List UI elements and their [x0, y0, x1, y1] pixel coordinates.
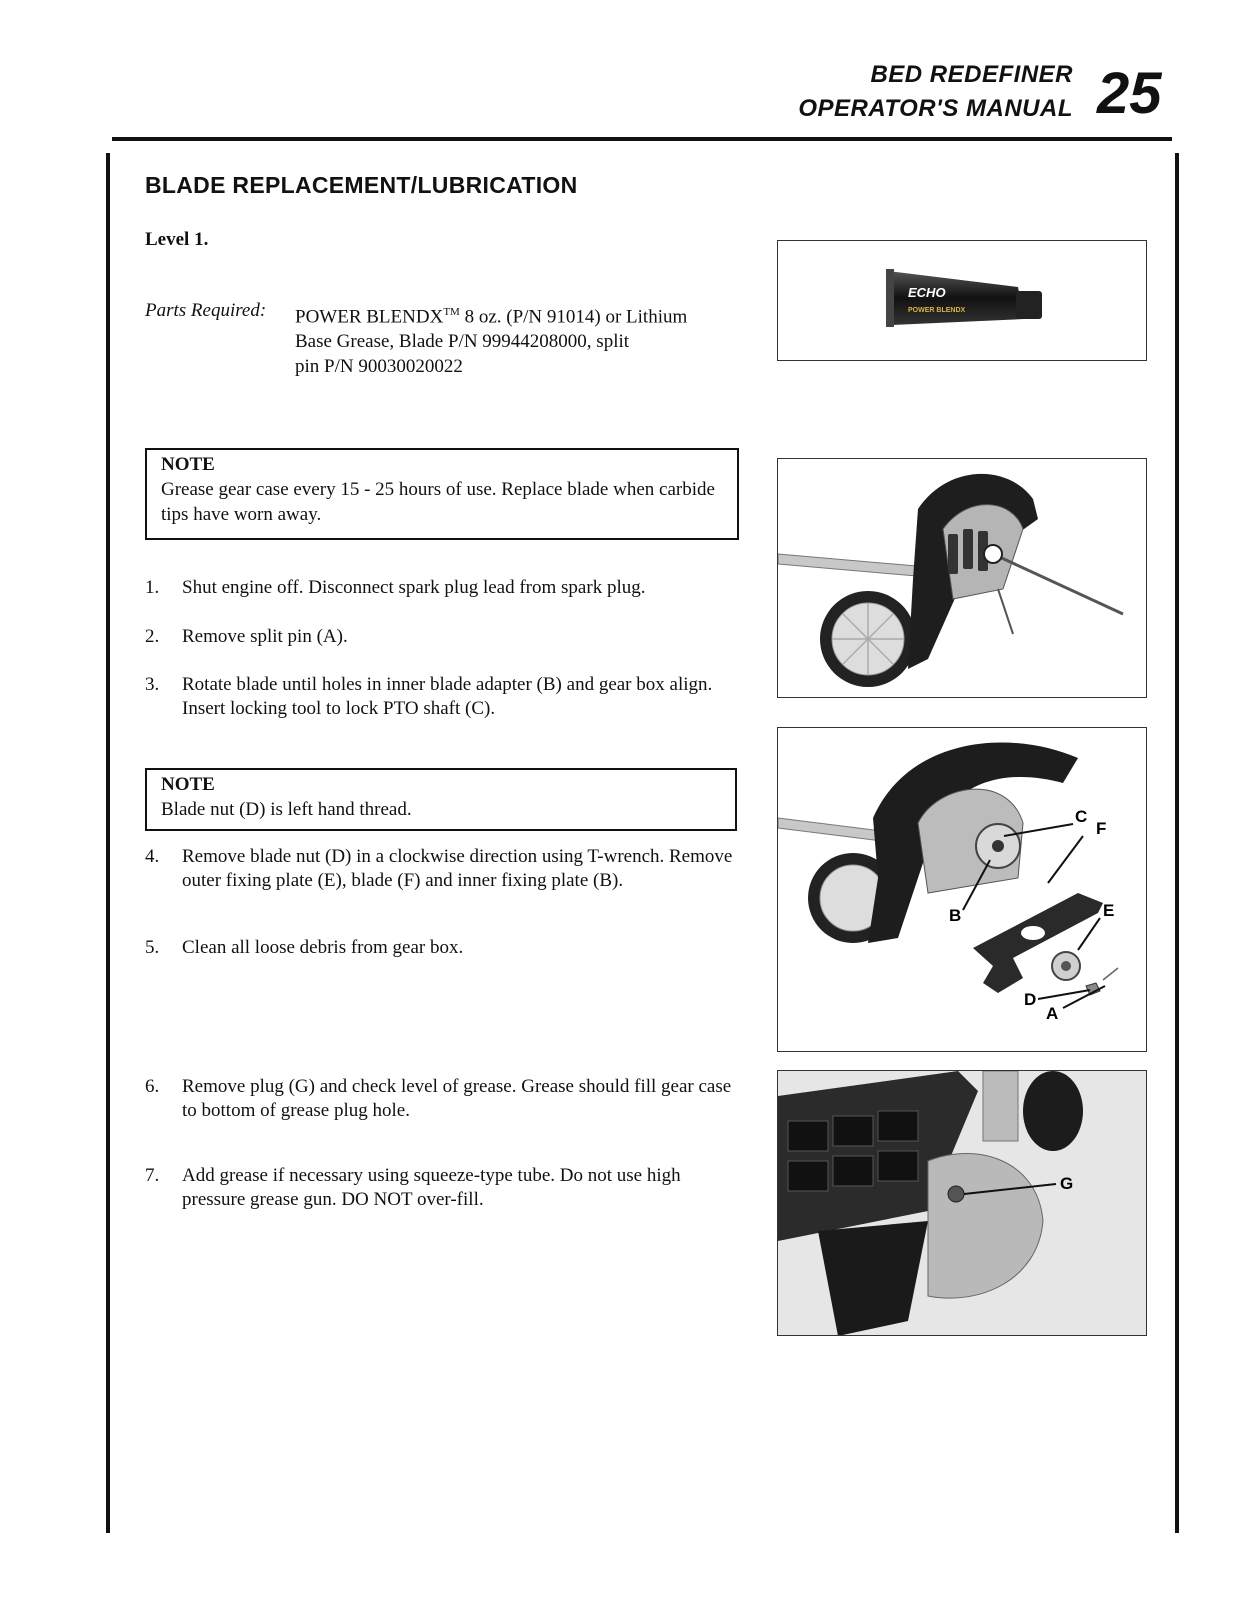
locking-tool-rod — [993, 554, 1123, 614]
level-label: Level 1. — [145, 229, 209, 250]
note-text: Grease gear case every 15 - 25 hours of use. Replace blade when carbide tips have worn away. — [161, 479, 715, 525]
step-4 — [145, 845, 745, 893]
page-number: 25 — [1097, 61, 1162, 126]
tube-cap — [1016, 291, 1042, 319]
grease-tube-illustration — [778, 241, 1147, 361]
figure-grease-plug — [777, 1070, 1147, 1336]
step-text: Add grease if necessary using squeeze-type tube. Do not use high pressure grease gun. DO NOT over-fill. — [182, 1165, 681, 1210]
note-heading: NOTE — [161, 774, 215, 795]
step-text: Shut engine off. Disconnect spark plug lead from spark plug. — [182, 577, 646, 598]
parts-required-label: Parts Required: — [145, 300, 267, 321]
parts-line2: Base Grease, Blade P/N 99944208000, split — [295, 331, 630, 353]
step-text: Remove split pin (A). — [182, 626, 348, 647]
shaft-tube — [983, 1071, 1018, 1141]
callout-d: D — [1024, 990, 1037, 1009]
figure-blade-assembly-exploded — [777, 727, 1147, 1052]
callout-g: G — [1060, 1174, 1074, 1193]
step-5 — [145, 936, 745, 960]
shaft — [778, 554, 928, 577]
callout-b: B — [949, 906, 962, 925]
section-title: BLADE REPLACEMENT/LUBRICATION — [145, 172, 578, 198]
note-text: Blade nut (D) is left hand thread. — [161, 799, 412, 820]
step-text: Clean all loose debris from gear box. — [182, 937, 464, 958]
header-product-title: BED REDEFINER — [870, 61, 1073, 88]
step-number: 1. — [145, 577, 160, 598]
pto-shaft — [992, 840, 1004, 852]
blade-hole — [1021, 926, 1045, 940]
tube-product-label: POWER BLENDX — [908, 307, 966, 314]
step-text: Remove blade nut (D) in a clockwise direction using T-wrench. Remove outer fixing plate (E), blade (F) and inner fixing plate (B). — [182, 846, 733, 891]
edger-photo-illustration — [778, 459, 1147, 698]
step-number: 4. — [145, 846, 160, 867]
grease-plug — [948, 1186, 964, 1202]
support-rod — [998, 589, 1013, 634]
callout-c: C — [1075, 807, 1088, 826]
step-text: Remove plug (G) and check level of grease. Grease should fill gear case to bottom of grease plug hole. — [182, 1076, 732, 1121]
right-margin-rule — [1175, 153, 1179, 1533]
blade-teeth — [948, 529, 988, 574]
note-box-grease — [145, 448, 739, 540]
step-2 — [145, 625, 745, 649]
step-3 — [145, 673, 745, 721]
tube-brand-label: ECHO — [908, 285, 946, 300]
outer-fixing-plate-hole — [1061, 961, 1071, 971]
step-number: 3. — [145, 674, 160, 695]
step-number: 6. — [145, 1076, 160, 1097]
note-box-left-hand-thread — [145, 768, 737, 831]
callout-f: F — [1096, 819, 1107, 838]
figure-grease-tube — [777, 240, 1147, 361]
step-number: 5. — [145, 937, 160, 958]
step-6 — [145, 1075, 745, 1123]
callout-e: E — [1103, 901, 1115, 920]
callout-a: A — [1046, 1004, 1059, 1023]
step-text: Rotate blade until holes in inner blade adapter (B) and gear box align. Insert locking tool to lock PTO shaft (C). — [182, 674, 713, 719]
figure-edger-locking-tool — [777, 458, 1147, 698]
locking-tool-ring — [984, 545, 1002, 563]
tube-crimp — [886, 269, 894, 327]
knob — [1023, 1071, 1083, 1151]
step-7 — [145, 1164, 745, 1212]
grease-plug-illustration — [778, 1071, 1147, 1336]
header-manual-title: OPERATOR'S MANUAL — [798, 95, 1073, 122]
split-pin — [1103, 968, 1118, 980]
blade-assembly-illustration — [778, 728, 1147, 1052]
step-1 — [145, 576, 745, 600]
trademark-sup: TM — [443, 306, 460, 318]
parts-line1-post: 8 oz. (P/N 91014) or Lithium — [459, 306, 688, 328]
note-heading: NOTE — [161, 454, 215, 475]
parts-required-text — [295, 300, 735, 379]
step-number: 7. — [145, 1165, 160, 1186]
step-number: 2. — [145, 626, 160, 647]
header-rule — [112, 137, 1172, 141]
parts-line3: pin P/N 90030020022 — [295, 356, 463, 378]
left-margin-rule — [106, 153, 110, 1533]
parts-line1-pre: POWER BLENDX — [295, 306, 444, 328]
running-header — [798, 58, 1073, 126]
